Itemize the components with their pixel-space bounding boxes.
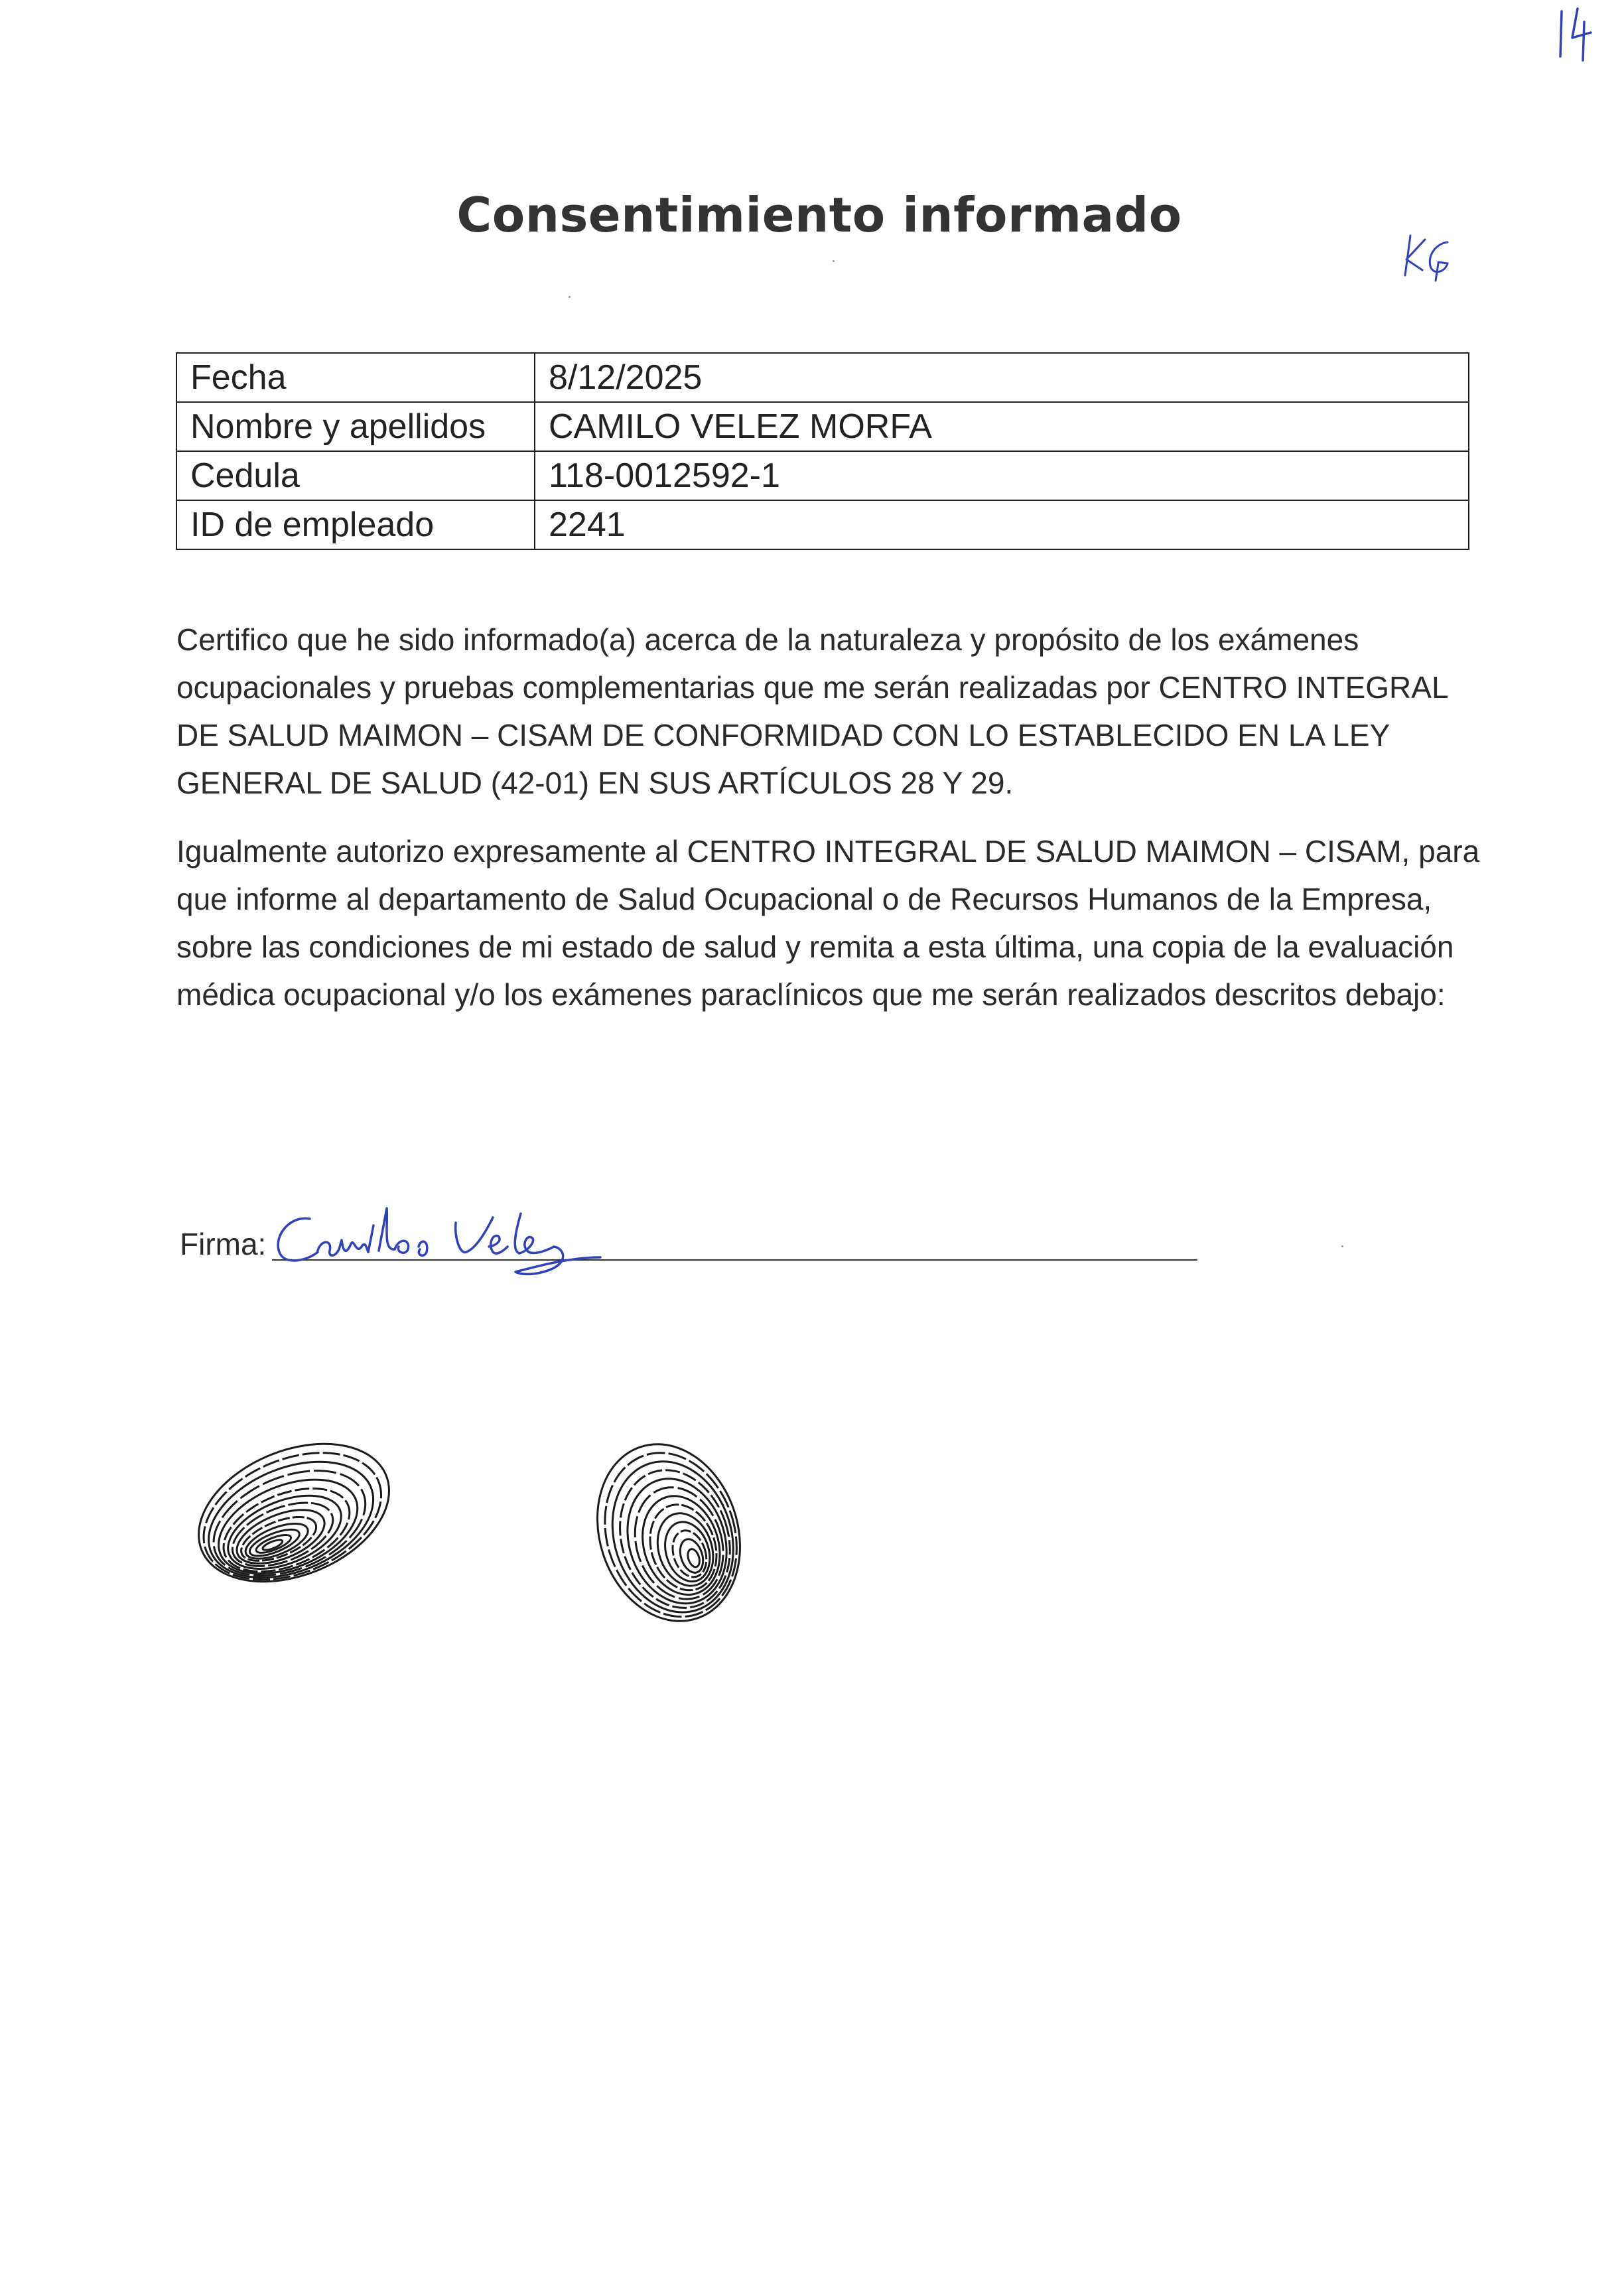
signature-label: Firma: xyxy=(180,1227,267,1261)
employee-info-table xyxy=(176,352,1469,550)
table-row xyxy=(176,451,1469,500)
handwritten-initials xyxy=(1398,229,1458,285)
fingerprint-right-icon xyxy=(589,1433,748,1632)
row-value-id-empleado: 2241 xyxy=(535,500,1469,549)
table-row xyxy=(176,402,1469,451)
handwritten-page-number xyxy=(1552,3,1599,66)
row-label-id-empleado: ID de empleado xyxy=(176,500,535,549)
row-label-cedula: Cedula xyxy=(176,451,535,500)
document-title: Consentimiento informado xyxy=(456,187,1182,243)
table-row xyxy=(176,500,1469,549)
scan-speck xyxy=(1341,1245,1343,1247)
row-value-fecha: 8/12/2025 xyxy=(535,353,1469,402)
table-row xyxy=(176,353,1469,402)
scan-speck xyxy=(833,260,835,262)
row-label-fecha: Fecha xyxy=(176,353,535,402)
consent-paragraph-authorization: Igualmente autorizo expresamente al CENTRO INTEGRAL DE SALUD MAIMON – CISAM, para que informe al departamento de Salud Ocupacional o de Recursos Humanos de la Empresa, sobre las condiciones de mi estado de salud y remita a esta última, una copia de la evaluación médica ocupacional y/o los exámenes paraclínicos que me serán realizados descritos debajo: xyxy=(176,834,1480,1012)
scan-speck xyxy=(569,296,571,298)
row-value-cedula: 118-0012592-1 xyxy=(535,451,1469,500)
fingerprint-left-icon xyxy=(184,1423,403,1602)
handwritten-signature xyxy=(269,1191,614,1290)
consent-paragraph-certification: Certifico que he sido informado(a) acerca de la naturaleza y propósito de los exámenes ocupacionales y pruebas complementarias que me serán realizadas por CENTRO INTEGRAL DE SALUD MAIMON – CISAM DE CONFORMIDAD CON LO ESTABLECIDO EN LA LEY GENERAL DE SALUD (42-01) EN SUS ARTÍCULOS 28 Y 29. xyxy=(176,622,1448,800)
row-value-nombre: CAMILO VELEZ MORFA xyxy=(535,402,1469,451)
row-label-nombre: Nombre y apellidos xyxy=(176,402,535,451)
